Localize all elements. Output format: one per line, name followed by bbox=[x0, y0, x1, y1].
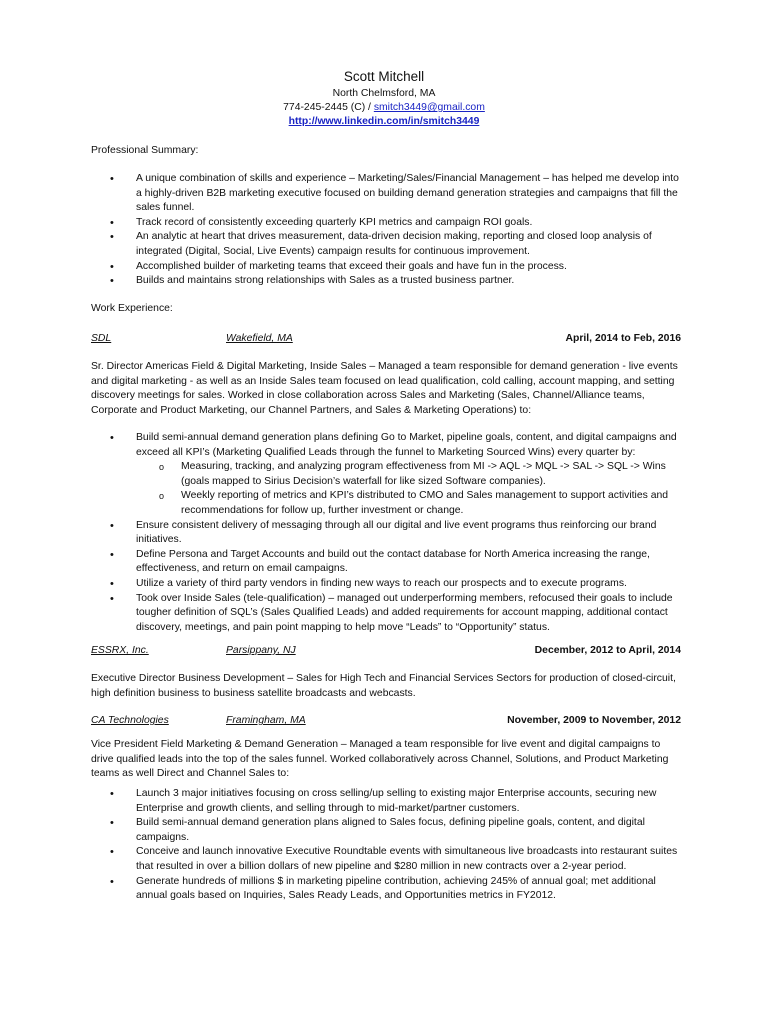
list-item: • Utilize a variety of third party vendors in finding new ways to reach our prospects and to execute programs. bbox=[91, 577, 686, 592]
email-link[interactable]: smitch3449@gmail.com bbox=[373, 102, 485, 114]
list-item: • Launch 3 major initiatives focusing on cross selling/up selling to existing major Enterprise accounts, securing new Enterprise and growth clients, and selling through to mid-market/partner customers. bbox=[91, 787, 686, 816]
list-item: • Define Persona and Target Accounts and build out the contact database for North America increasing the range, effectiveness, and return on email campaigns. bbox=[91, 548, 686, 577]
job-company: ESSRX, Inc. bbox=[91, 645, 149, 656]
job-location: Framingham, MA bbox=[226, 715, 306, 726]
list-item: • Track record of consistently exceeding quarterly KPI metrics and campaign ROI goals. bbox=[91, 216, 686, 231]
summary-list bbox=[91, 172, 686, 289]
list-item: • Ensure consistent delivery of messaging through all our digital and live event programs thus reinforcing our brand initiatives. bbox=[91, 519, 686, 548]
job-bullets bbox=[91, 787, 686, 904]
list-item: • Accomplished builder of marketing teams that exceed their goals and have fun in the process. bbox=[91, 260, 686, 275]
list-item: • Builds and maintains strong relationships with Sales as a trusted business partner. bbox=[91, 274, 686, 289]
candidate-name: Scott Mitchell bbox=[343, 69, 425, 84]
list-item: • Took over Inside Sales (tele-qualification) – managed out underperforming members, refocused their goals to include tougher definition of SQL’s (Sales Qualified Leads) and added requirements for account mapping, additional contact discovery, meetings, and pain point mapping to help move “Leads” to “Opportunity” status. bbox=[91, 592, 686, 636]
list-item: • Build semi-annual demand generation plans aligned to Sales focus, defining pipeline goals, content, and digital campaigns. bbox=[91, 816, 686, 845]
resume-header bbox=[0, 68, 768, 130]
phone-number: 774-245-2445 (C) / bbox=[283, 102, 371, 114]
list-item: • Generate hundreds of millions $ in marketing pipeline contribution, achieving 245% of annual goal; met additional annual goals based on Inquiries, Sales Ready Leads, and Opportunities metrics in FY2012. bbox=[91, 875, 686, 904]
job-description: Sr. Director Americas Field & Digital Marketing, Inside Sales – Managed a team responsible for demand generation - live events and digital marketing - as well as an Inside Sales team focused on lead qualification, cold calling, account mapping, and setting discovery meetings for sales. Worked in close collaboration across Sales and Marketing (Sales, Channel/Alliance teams, Corporate and Product Marketing, our Channel Partners, and Sales & Marketing Operations) to: bbox=[91, 361, 678, 416]
summary-heading: Professional Summary: bbox=[91, 145, 199, 156]
list-item-text: Build semi-annual demand generation plans defining Go to Market, pipeline goals, content, and digital campaigns and exceed all KPI’s (Marketing Qualified Leads through the funnel to Marketing Sourced Wins) every quarter by: bbox=[136, 432, 677, 458]
job-location: Parsippany, NJ bbox=[226, 645, 296, 656]
job-header bbox=[91, 644, 681, 659]
work-heading: Work Experience: bbox=[91, 303, 173, 314]
job-company: SDL bbox=[91, 333, 112, 344]
job-description: Executive Director Business Development – Sales for High Tech and Financial Services Sectors for production of closed-circuit, high definition business to business satellite broadcasts and webcasts. bbox=[91, 673, 676, 699]
list-item: • An analytic at heart that drives measurement, data-driven decision making, reporting and closed loop analysis of integrated (Digital, Social, Live Events) campaign results for continuous improvement. bbox=[91, 230, 686, 259]
sub-list-item: o Weekly reporting of metrics and KPI’s distributed to CMO and Sales management to support activities and recommendations for follow up, further investment or change. bbox=[136, 489, 686, 518]
job-dates: April, 2014 to Feb, 2016 bbox=[565, 333, 681, 344]
list-item: • A unique combination of skills and experience – Marketing/Sales/Financial Management – has helped me develop into a highly-driven B2B marketing executive focused on building demand generation strategies and campaigns that fill the sales funnel. bbox=[91, 172, 686, 216]
job-description: Vice President Field Marketing & Demand Generation – Managed a team responsible for live event and digital campaigns to drive qualified leads into the top of the sales funnel. Worked collaboratively across Channel, Solutions, and Product Marketing teams as well Direct and Channel Sales to: bbox=[91, 739, 669, 780]
job-dates: December, 2012 to April, 2014 bbox=[534, 645, 681, 656]
job-location: Wakefield, MA bbox=[226, 333, 293, 344]
job-bullets bbox=[91, 431, 686, 635]
candidate-location: North Chelmsford, MA bbox=[332, 88, 436, 99]
job-header bbox=[91, 332, 681, 347]
list-item bbox=[91, 431, 686, 519]
job-company: CA Technologies bbox=[91, 715, 169, 726]
sub-list-item: o Measuring, tracking, and analyzing program effectiveness from MI -> AQL -> MQL -> SAL -> SQL -> Wins (goals mapped to Sirius Decision’s waterfall for like sized Software companies). bbox=[136, 460, 686, 489]
job-dates: November, 2009 to November, 2012 bbox=[507, 715, 681, 726]
contact-line bbox=[0, 101, 768, 115]
job-header bbox=[91, 714, 681, 729]
list-item: • Conceive and launch innovative Executive Roundtable events with simultaneous live broadcasts into restaurant suites that resulted in over a billion dollars of new pipeline and $280 million in new contracts over a 2-year period. bbox=[91, 845, 686, 874]
linkedin-link[interactable]: http://www.linkedin.com/in/smitch3449 bbox=[288, 116, 480, 128]
